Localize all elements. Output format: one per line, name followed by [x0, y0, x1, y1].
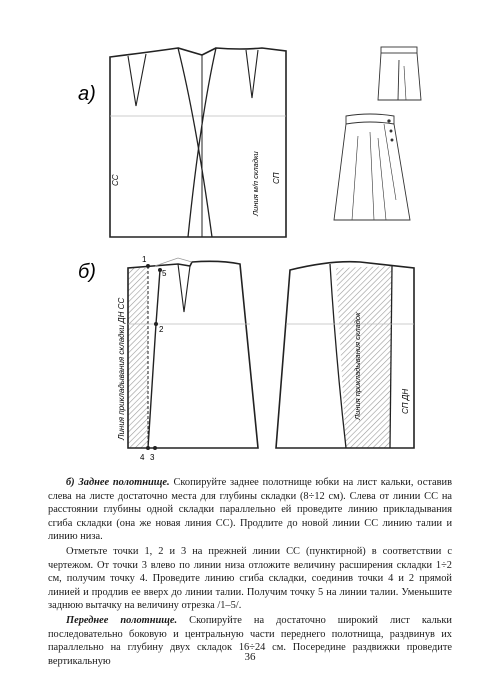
- point-4: 4: [140, 453, 145, 462]
- paragraph-back-panel: [48, 476, 452, 544]
- label-a: а): [78, 83, 96, 105]
- label-a-cc: СС: [111, 174, 120, 186]
- skirt-sketch-small: [378, 47, 421, 100]
- label-a-sp: СП: [272, 172, 281, 184]
- label-b-right: СП ДН: [401, 388, 410, 414]
- page-number: 36: [244, 651, 256, 663]
- paragraph-back-body: Скопируйте заднее полотнище юбки на лист кальки, оставив слева на листе достаточно места для глубины складки (8÷12 см). Слева от линии СС на расстоянии глубины одной складки параллельно ей проведите линию прикладывания сгиба складки (она же новая линия СС). Продлите до новой линии СС линию талии и линию низа.: [48, 477, 452, 543]
- label-b: б): [78, 261, 96, 283]
- skirt-back-panel-b: [128, 258, 258, 450]
- paragraph-front-body: Скопируйте на достаточно широкий лист кальки последовательно боковую и центральную части переднего полотнища, раздвинув их параллельно на глубину двух складок 16÷24 см. Посередине раздвижки проведите вертикальную: [48, 614, 452, 667]
- point-2: 2: [159, 325, 164, 334]
- label-b-left: Линия прикладывания складки ДН СС: [117, 297, 126, 440]
- label-a-fold: Линия м/п складки: [251, 151, 260, 216]
- body-text: [48, 476, 452, 669]
- heading-front-panel: Переднее полотнище.: [66, 614, 178, 626]
- heading-back-panel: б) Заднее полотнище.: [66, 477, 170, 488]
- point-1: 1: [142, 255, 147, 264]
- label-b-center: Линия прикладывания складок: [353, 312, 362, 420]
- skirt-front-panel-b: [276, 262, 414, 448]
- skirt-sketch-large: [334, 114, 410, 220]
- point-3: 3: [150, 453, 155, 462]
- paragraph-points: Отметьте точки 1, 2 и 3 на прежней линии СС (пунктирной) в соответствии с чертежом. От точки 3 влево по линии низа отложите величину расширения складки 1÷2 см, получим точку 4. Проведите линию сгиба складки, соединив точки 4 и 2 прямой линией и продлив ее вверх до линии талии. Получим точку 5 на линии талии. Уменьшите заднюю вытачку на величину отрезка /1–5/.: [48, 545, 452, 612]
- point-5: 5: [162, 269, 167, 278]
